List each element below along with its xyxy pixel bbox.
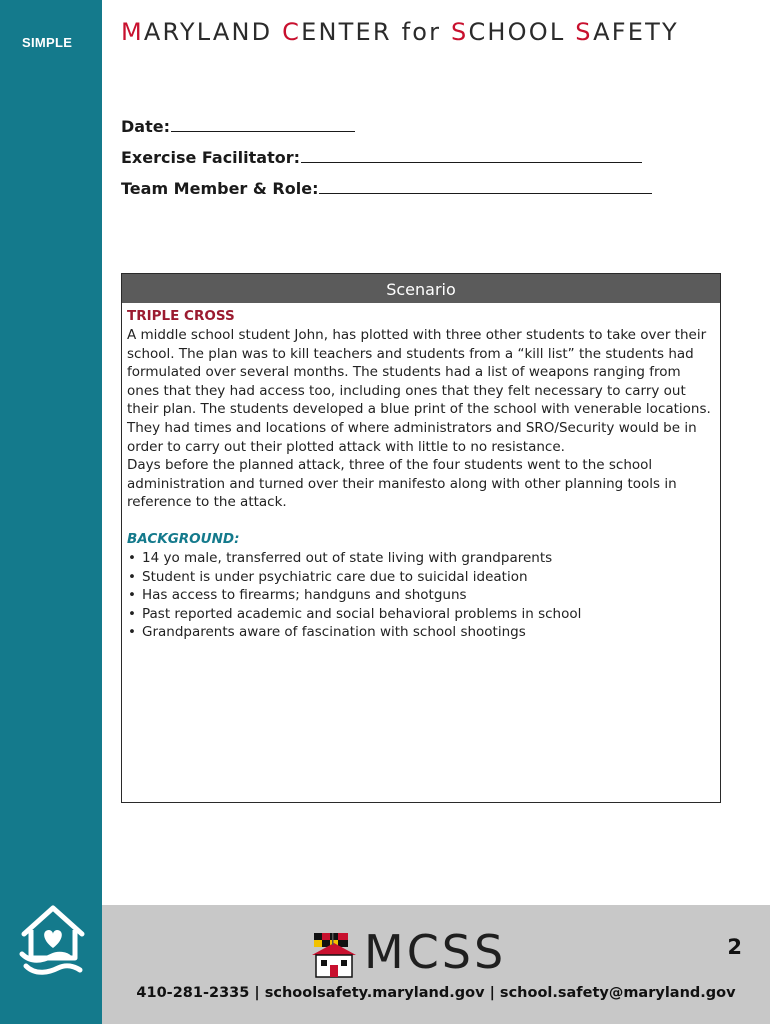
date-field bbox=[121, 117, 652, 148]
team-field bbox=[121, 179, 652, 210]
title-part: C bbox=[282, 18, 302, 46]
title-part: M bbox=[121, 18, 144, 46]
scenario-paragraph: Days before the planned attack, three of the four students went to the school administration and turned over their manifesto along with other planning tools in reference to the attack. bbox=[127, 457, 677, 511]
contact-info: 410-281-2335 | schoolsafety.maryland.gov | school.safety@maryland.gov bbox=[136, 985, 736, 1001]
form-fields bbox=[121, 117, 652, 210]
title-part: AFETY bbox=[593, 18, 679, 46]
page-number: 2 bbox=[727, 935, 742, 959]
list-item: • Has access to firearms; handguns and shotguns bbox=[128, 587, 467, 604]
background-list bbox=[127, 549, 715, 642]
facilitator-blank bbox=[301, 148, 642, 163]
team-blank bbox=[319, 179, 652, 194]
mcss-logo-text: MCSS bbox=[364, 925, 507, 979]
sidebar bbox=[0, 0, 102, 1024]
scenario-header: Scenario bbox=[122, 274, 720, 303]
house-heart-hands-icon bbox=[18, 900, 88, 980]
facilitator-field bbox=[121, 148, 652, 179]
footer bbox=[102, 905, 770, 1024]
team-label: Team Member & Role: bbox=[121, 179, 319, 198]
facilitator-label: Exercise Facilitator: bbox=[121, 148, 301, 167]
list-item: • Grandparents aware of fascination with school shootings bbox=[128, 624, 526, 641]
list-item: • 14 yo male, transferred out of state living with grandparents bbox=[128, 549, 553, 566]
scenario-title: TRIPLE CROSS bbox=[127, 308, 235, 324]
org-title bbox=[121, 18, 679, 46]
maryland-schoolhouse-icon bbox=[312, 927, 356, 979]
scenario-paragraph: A middle school student John, has plotted with three other students to take over their school. The plan was to kill teachers and students from a “kill list” the students had formulated over several months. The students had a list of weapons ranging from ones that they had access too, including ones that they felt necessary to carry out their plan. The students developed a blue print of the school with venerable locations. They had times and locations of where administrators and SRO/Security would be in order to carry out their plotted attack with little to no resistance. bbox=[127, 327, 711, 455]
title-part: S bbox=[451, 18, 469, 46]
title-part: ENTER for bbox=[301, 18, 451, 46]
background-heading: BACKGROUND: bbox=[127, 530, 240, 547]
list-item: • Past reported academic and social behavioral problems in school bbox=[128, 605, 582, 622]
date-blank bbox=[171, 117, 355, 132]
title-part: ARYLAND bbox=[143, 18, 283, 46]
date-label: Date: bbox=[121, 117, 170, 136]
list-item: • Student is under psychiatric care due to suicidal ideation bbox=[128, 568, 528, 585]
scenario-box bbox=[121, 273, 721, 803]
title-part: S bbox=[575, 18, 594, 46]
title-part: CHOOL bbox=[468, 18, 576, 46]
scenario-body bbox=[122, 303, 720, 642]
sidebar-label: SIMPLE bbox=[22, 35, 73, 50]
